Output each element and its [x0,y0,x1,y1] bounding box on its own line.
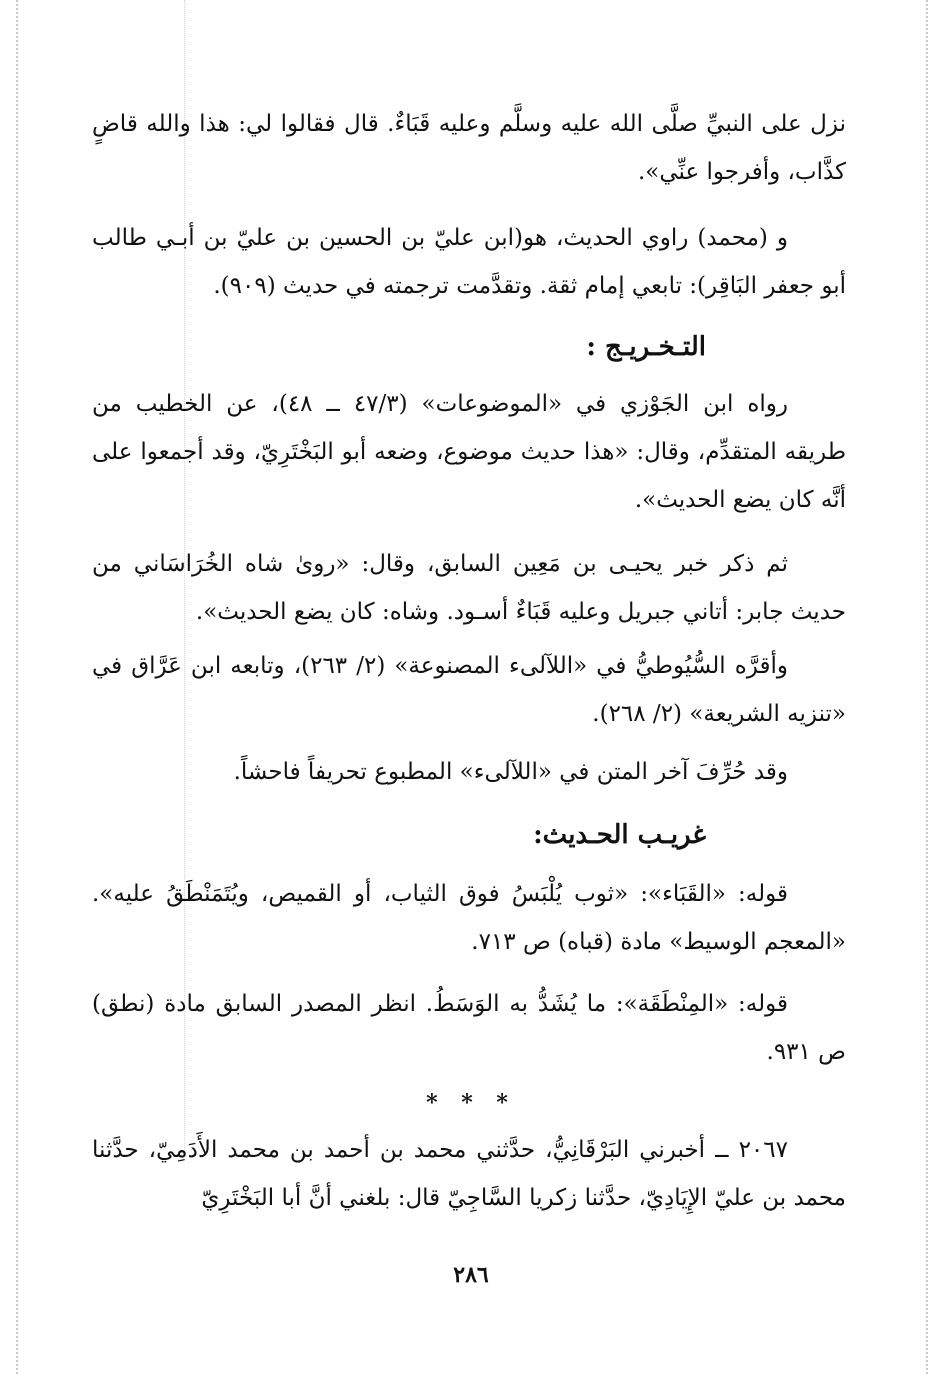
narrator-note [92,214,846,310]
takhrij-paragraph-2: ثم ذكر خبر يحيـى بن مَعِين السابق، وقال: «روىٰ شاه الخُرَاسَاني من حديث جابر: أتاني جبريل وعليه قَبَاءٌ أسـود. وشاه: كان يضع الحديث». [92,551,846,625]
gharib-heading: غريـب الحـديث: [533,820,706,850]
gharib-section [92,870,846,966]
scan-edge-dots-left [16,0,18,1374]
page-number: ٢٨٦ [453,1262,489,1288]
hadith-2067 [92,1126,846,1222]
takhrij-paragraph-4: وقد حُرِّفَ آخر المتن في «اللآلىء» المطبوع تحريفاً فاحشاً. [233,759,788,785]
continuation-paragraph [92,100,846,196]
gharib-section-2 [92,980,846,1076]
takhrij-section [92,380,846,524]
gharib-paragraph-2: قوله: «المِنْطَقَة»: ما يُشَدُّ به الوَسَطُ. انظر المصدر السابق مادة (نطق) ص ٩٣١. [92,991,846,1065]
takhrij-paragraph-1: رواه ابن الجَوْزي في «الموضوعات» (٤٧/٣ ــ ٤٨)، عن الخطيب من طريقه المتقدِّم، وقال: «هذا حديث موضوع، وضعه أبو البَخْتَرِيّ، وقد أجمعوا على أنَّه كان يضع الحديث». [92,391,846,513]
takhrij-section-2 [92,540,846,636]
takhrij-paragraph-3: وأقرَّه السُّيُوطيُّ في «اللآلىء المصنوعة» (٢/ ٢٦٣)، وتابعه ابن عَرَّاق في «تنزيه الشريعة» (٢/ ٢٦٨). [92,653,846,727]
takhrij-heading: التـخـريـج : [586,332,706,362]
takhrij-section-4 [92,748,846,796]
section-separator: * * * [426,1090,516,1116]
takhrij-section-3 [92,642,846,738]
hadith-2067-text: ٢٠٦٧ ــ أخبرني البَرْقَانِيُّ، حدَّثني محمد بن أحمد بن محمد الأَدَمِيّ، حدَّثنا محمد بن عليّ الإِيَادِيّ، حدَّثنا زكريا السَّاجِيّ قال: بلغني أنَّ أبا البَخْتَرِيّ [92,1137,846,1211]
scan-edge-dots-right [926,0,928,1374]
narrator-note-text: و (محمد) راوي الحديث، هو(ابن عليّ بن الحسين بن عليّ بن أبـي طالب أبو جعفر البَاقِر): تابعي إمام ثقة. وتقدَّمت ترجمته في حديث (٩٠٩). [92,225,846,299]
gharib-paragraph-1: قوله: «القَبَاء»: «ثوب يُلْبَسُ فوق الثياب، أو القميص، ويُتَمَنْطَقُ عليه». «المعجم الوسيط» مادة (قباه) ص ٧١٣. [92,881,846,955]
quote-continuation: نزل على النبيِّ صلَّى الله عليه وسلَّم وعليه قَبَاءٌ. قال فقالوا لي: هذا والله قاضٍ كذَّاب، وأفرجوا عنِّي». [92,111,846,185]
